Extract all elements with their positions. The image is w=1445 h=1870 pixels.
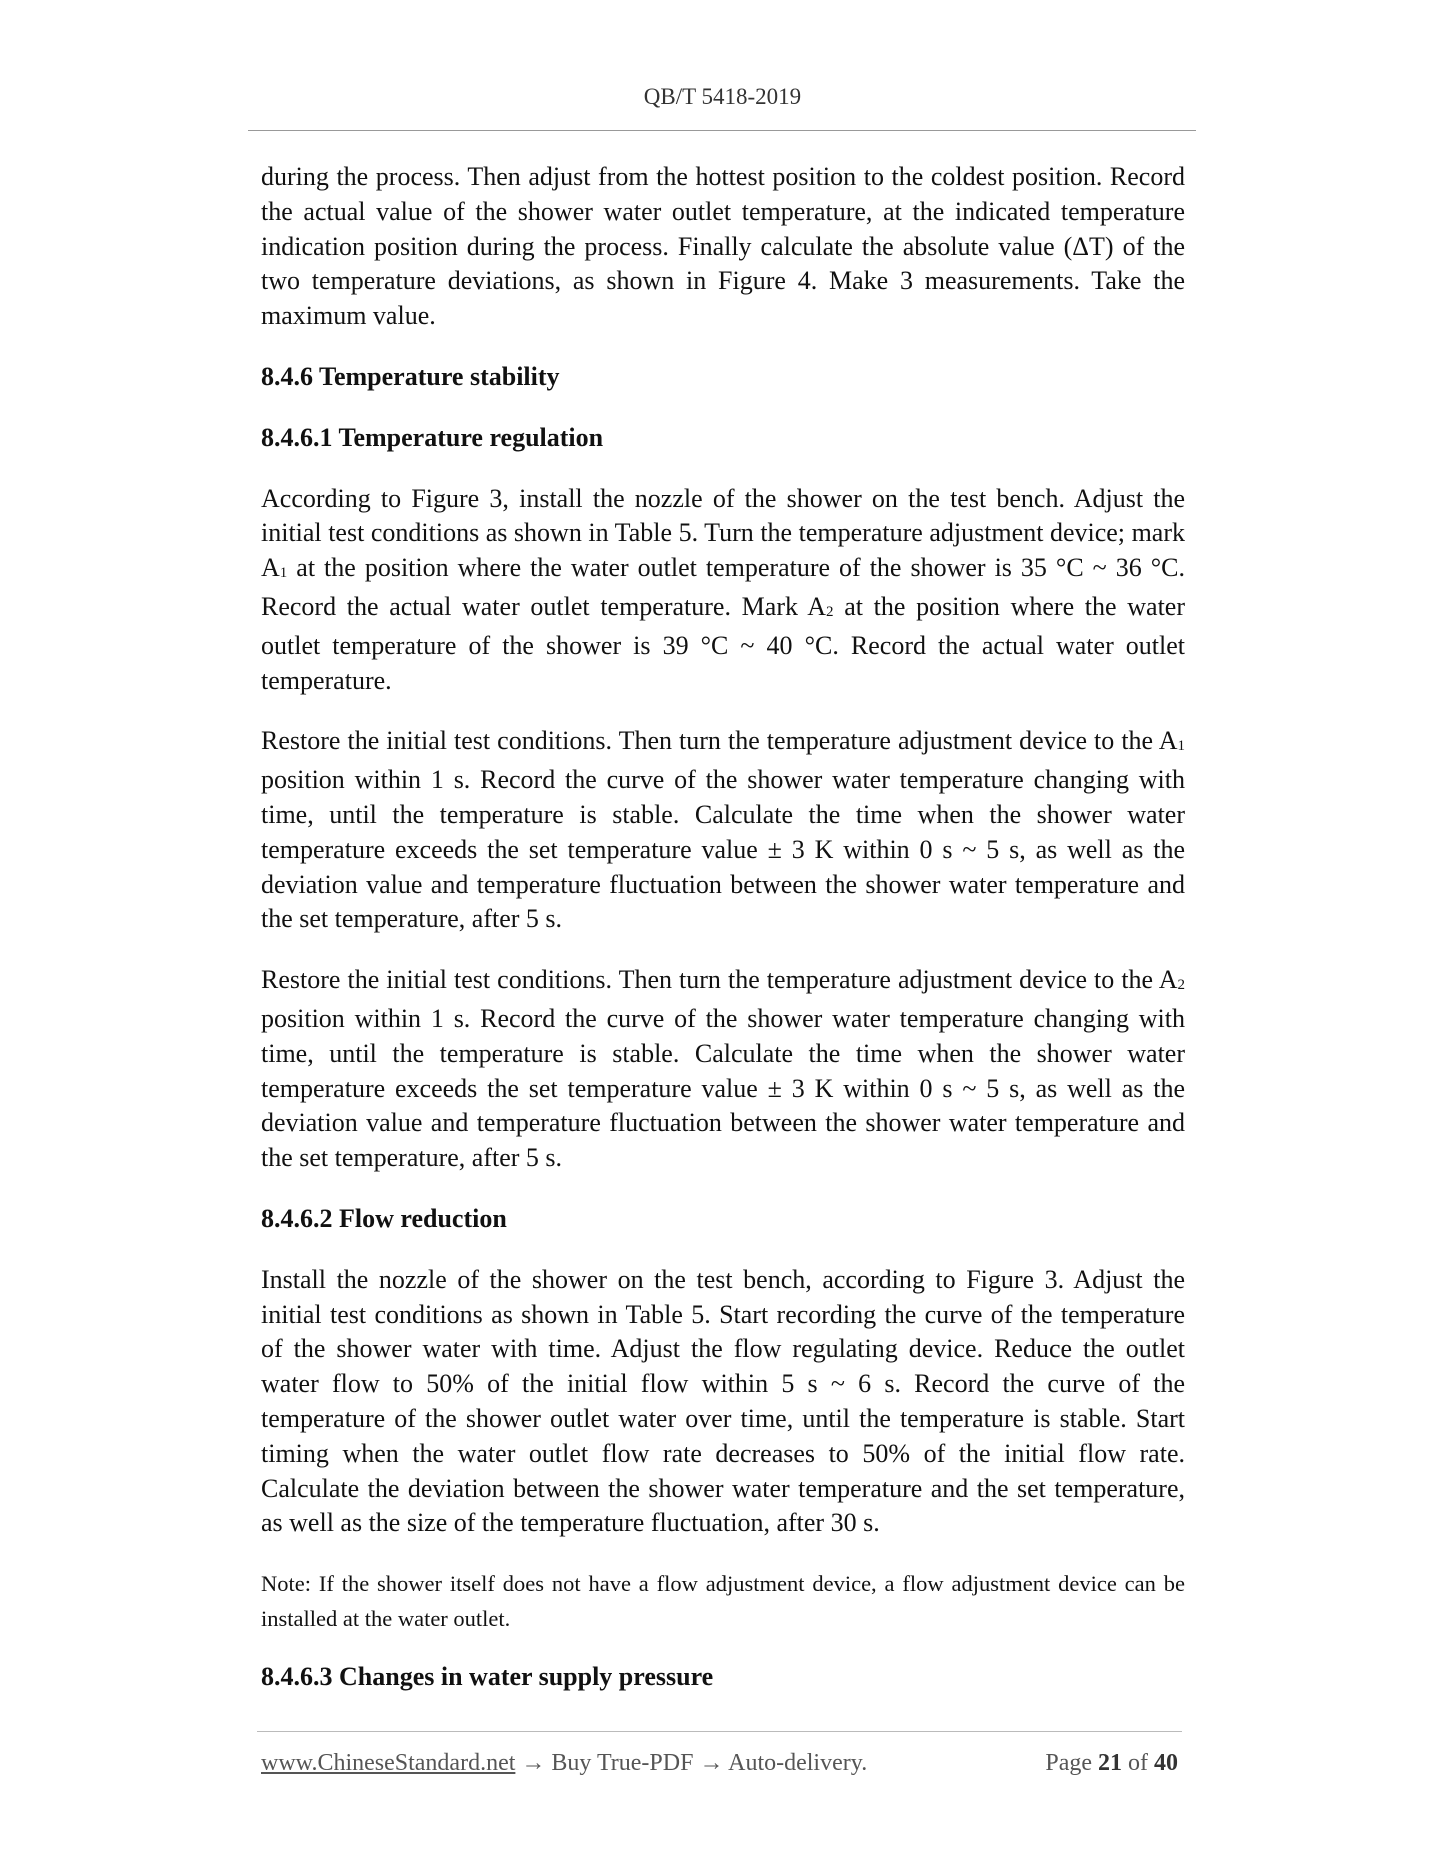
text-run: Restore the initial test conditions. Then turn the temperature adjustment device to the A: [261, 965, 1178, 995]
document-code-header: QB/T 5418-2019: [643, 84, 802, 109]
header-divider: [248, 130, 1196, 131]
page-content: [261, 160, 1185, 1721]
subscript: 2: [1177, 977, 1185, 994]
page-current: 21: [1098, 1750, 1122, 1776]
paragraph-temperature-regulation: [261, 482, 1185, 699]
website-link[interactable]: www.ChineseStandard.net: [261, 1750, 516, 1776]
subscript: 1: [1177, 738, 1185, 755]
page-label: Page: [1045, 1750, 1098, 1776]
page-number: [1045, 1750, 1178, 1777]
section-heading-8-4-6-1: 8.4.6.1 Temperature regulation: [261, 422, 604, 452]
subscript: 2: [826, 603, 834, 620]
paragraph-flow-reduction: Install the nozzle of the shower on the test bench, according to Figure 3. Adjust the initial test conditions as shown in Table 5. Start recording the curve of the temperature of the shower water with time. Adjust the flow regulating device. Reduce the outlet water flow to 50% of the initial flow within 5 s ~ 6 s. Record the curve of the temperature of the shower outlet water over time, until the temperature is stable. Start timing when the water outlet flow rate decreases to 50% of the initial flow rate. Calculate the deviation between the shower water temperature and the set temperature, as well as the size of the temperature fluctuation, after 30 s.: [261, 1264, 1185, 1538]
page-of: of: [1122, 1750, 1154, 1776]
text-run: at the position where the water outlet temperature of the shower is 39 °C ~ 40 °C. Record the actual water outlet temperature.: [261, 591, 1185, 695]
footer-divider: [257, 1731, 1182, 1732]
footer-left: [261, 1750, 867, 1777]
text-run: Restore the initial test conditions. Then turn the temperature adjustment device to the A: [261, 726, 1178, 756]
text-run: According to Figure 3, install the nozzle of the shower on the test bench. Adjust the initial test conditions as shown in Table 5. Turn the temperature adjustment device; mark A: [261, 483, 1185, 583]
text-run: position within 1 s. Record the curve of the shower water temperature changing with time, until the temperature is stable. Calculate the time when the shower water temperature exceeds the set temperature value ± 3 K within 0 s ~ 5 s, as well as the deviation value and temperature fluctuation between the shower water temperature and the set temperature, after 5 s.: [261, 765, 1185, 934]
footer-tagline: → Buy True-PDF → Auto-delivery.: [515, 1750, 868, 1776]
section-heading-8-4-6-2: 8.4.6.2 Flow reduction: [261, 1203, 507, 1233]
text-run: at the position where the water outlet temperature of the shower is 35 °C ~ 36 °C. Record the actual water outlet temperature. Mark A: [261, 553, 1185, 621]
section-heading-8-4-6-3: 8.4.6.3 Changes in water supply pressure: [261, 1662, 714, 1692]
page-total: 40: [1154, 1750, 1178, 1776]
paragraph-continuation: during the process. Then adjust from the hottest position to the coldest position. Record the actual value of the shower water outlet temperature, at the indicated temperature indication position during the process. Finally calculate the absolute value (ΔT) of the two temperature deviations, as shown in Figure 4. Make 3 measurements. Take the maximum value.: [261, 162, 1185, 331]
subscript: 1: [279, 565, 288, 582]
note-flow-adjustment: Note: If the shower itself does not have a flow adjustment device, a flow adjustment device can be installed at the water outlet.: [261, 1571, 1185, 1631]
paragraph-restore-a1: [261, 724, 1185, 937]
text-run: position within 1 s. Record the curve of the shower water temperature changing with time, until the temperature is stable. Calculate the time when the shower water temperature exceeds the set temperature value ± 3 K within 0 s ~ 5 s, as well as the deviation value and temperature fluctuation between the shower water temperature and the set temperature, after 5 s.: [261, 1003, 1185, 1173]
paragraph-restore-a2: [261, 963, 1185, 1176]
section-heading-8-4-6: 8.4.6 Temperature stability: [261, 361, 560, 391]
